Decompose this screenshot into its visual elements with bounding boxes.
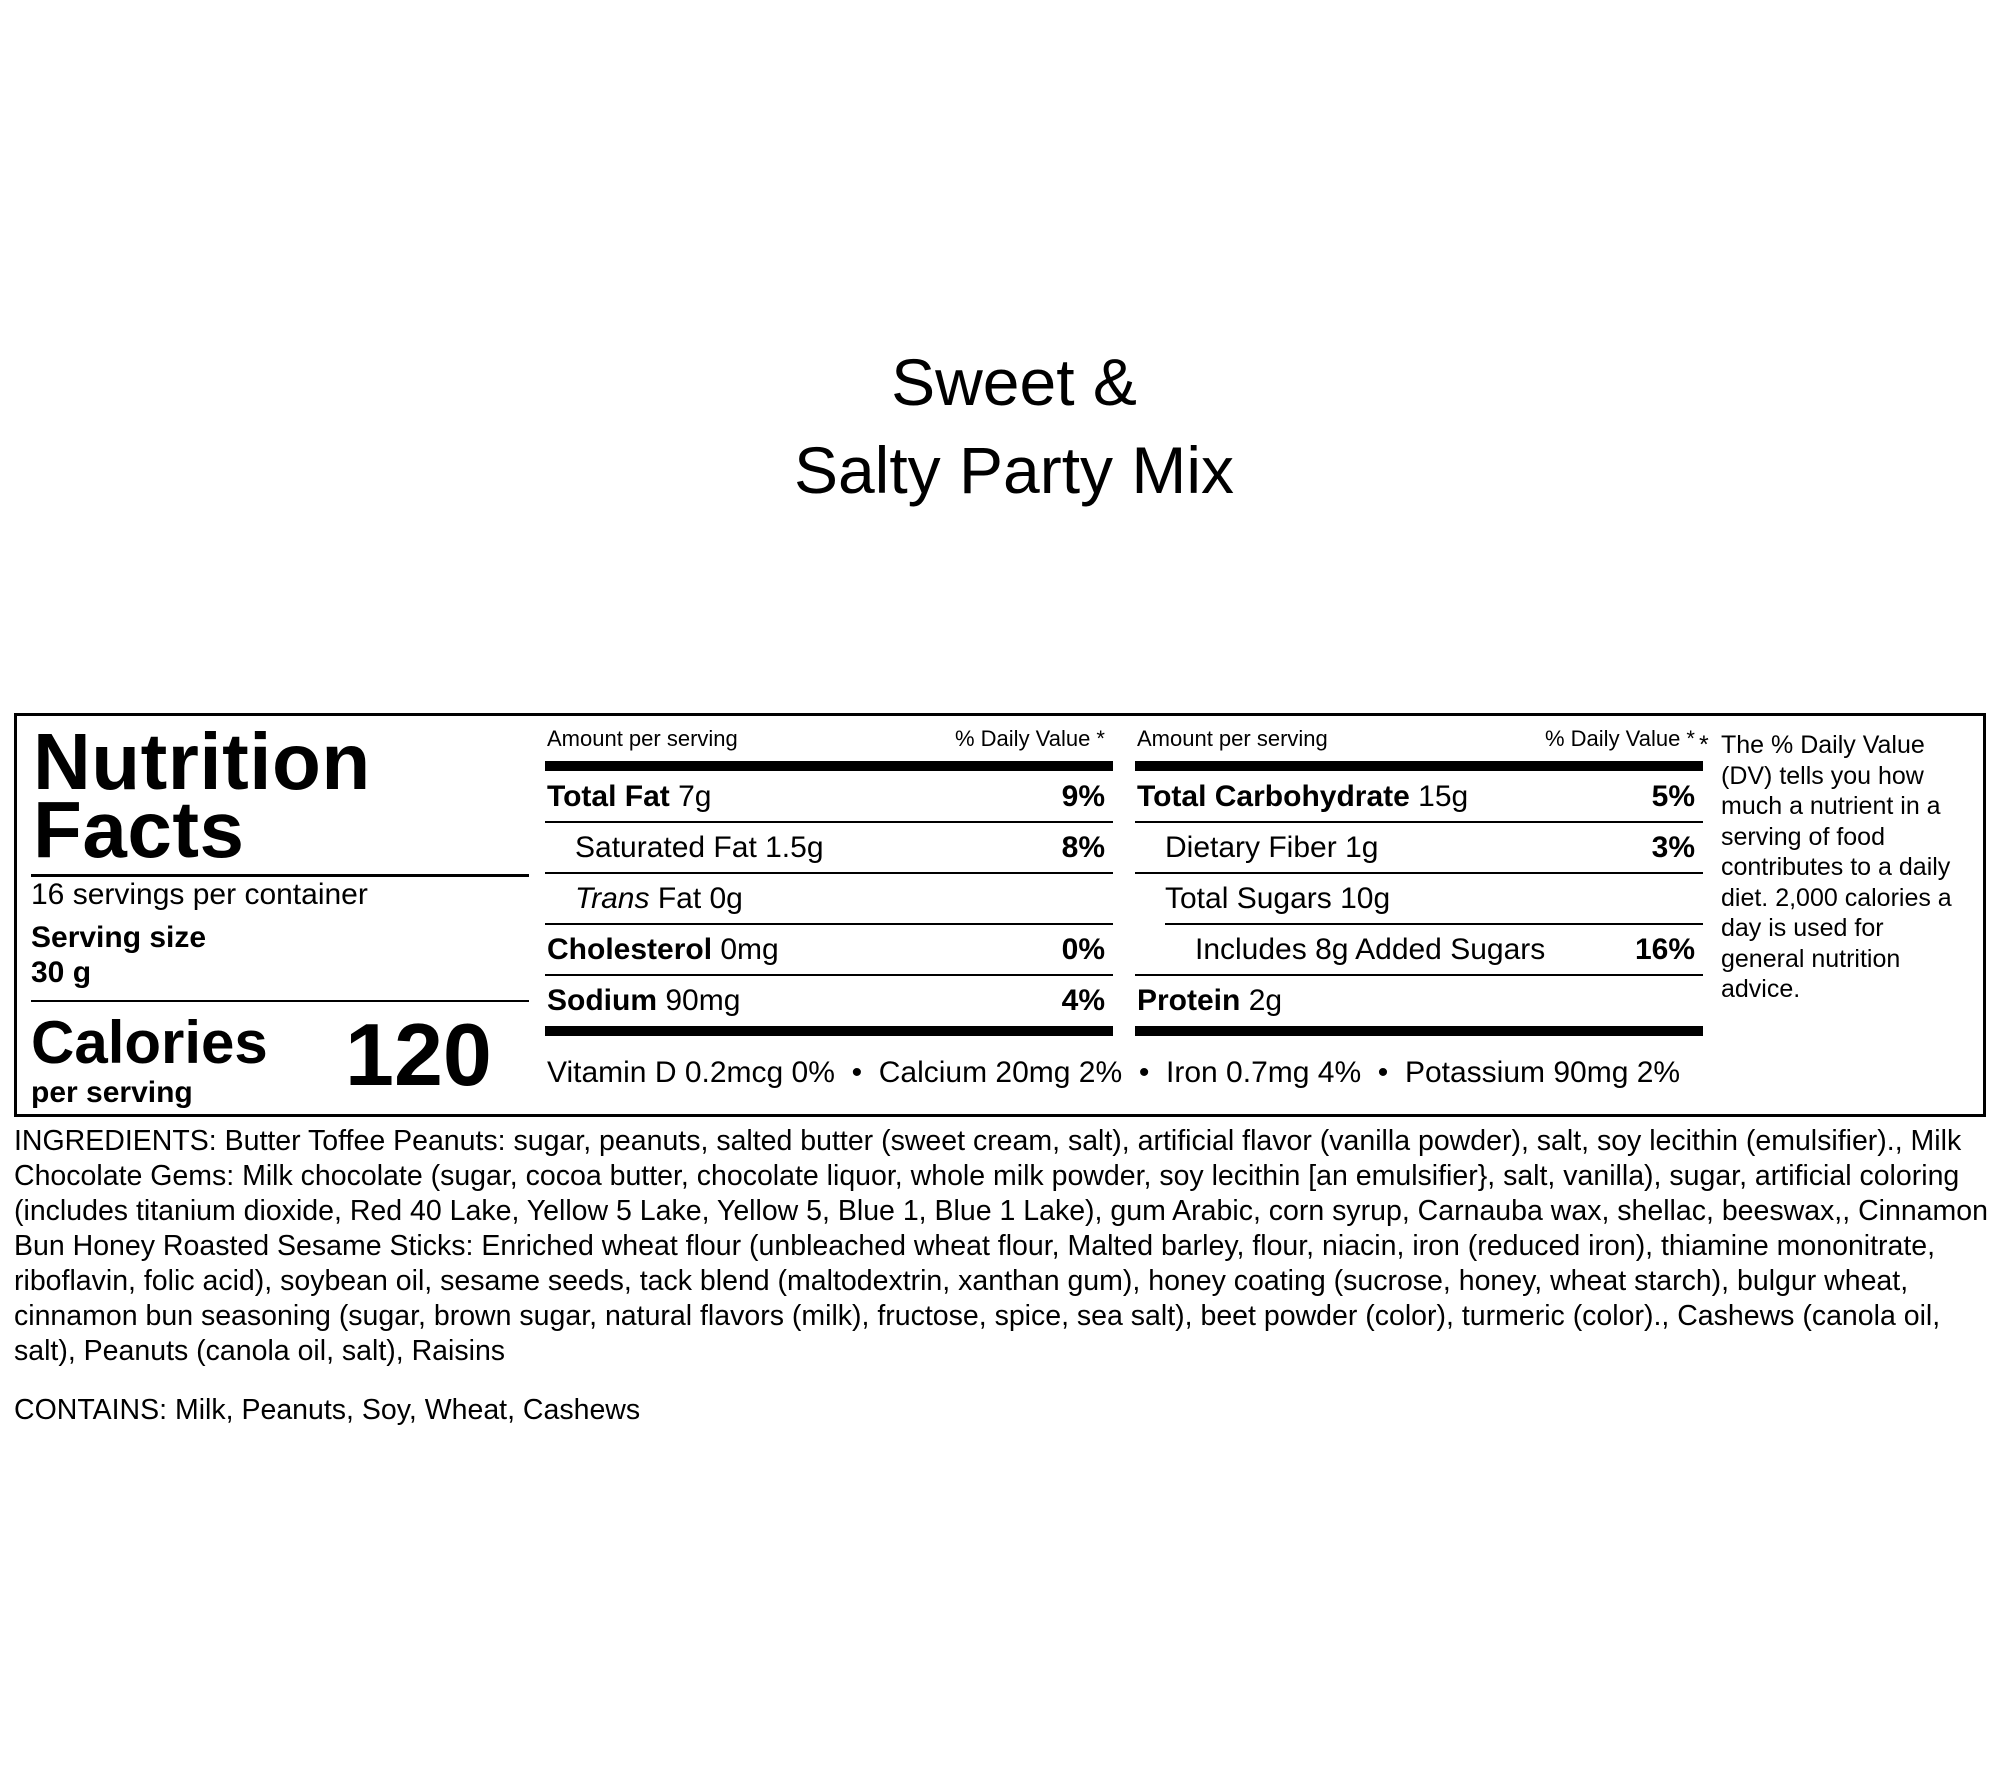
nutrient-name: Protein (1137, 984, 1241, 1017)
nutrient-row-protein (1135, 976, 1703, 1026)
nutrition-facts-label (14, 713, 1986, 1117)
nutrient-amount: Fat 0g (657, 882, 743, 915)
serving-size-value: 30 g (31, 956, 92, 989)
nutrient-dv: 5% (1651, 780, 1695, 813)
product-title-line1: Sweet & (891, 345, 1137, 419)
product-title-line2: Salty Party Mix (793, 433, 1235, 507)
nutrient-row-sodium (545, 976, 1113, 1026)
dv-header: % Daily Value * (955, 726, 1105, 751)
thick-divider (545, 1026, 1113, 1036)
amount-header: Amount per serving (1137, 726, 1328, 751)
heading-line1: Nutrition (33, 717, 371, 806)
thick-divider (545, 761, 1113, 771)
nutrient-name: Total Sugars (1165, 882, 1332, 915)
nutrient-name: Dietary Fiber (1165, 831, 1337, 864)
nutrient-amount: 2g (1248, 984, 1283, 1017)
nutrition-facts-heading (33, 717, 371, 874)
nutrient-name: Includes 8g Added Sugars (1195, 933, 1546, 966)
nutrient-row-added-sugars (1135, 925, 1703, 975)
footnote-text: The % Daily Value (DV) tells you how much a nutrient in a serving of food contributes to a daily diet. 2,000 calories a day is used for general nutrition advice. (1721, 731, 1952, 1003)
nutrient-dv: 4% (1061, 984, 1105, 1017)
nutrient-row-total-carbohydrate (1135, 772, 1703, 822)
nutrient-dv: 9% (1061, 780, 1105, 813)
nutrient-dv: 3% (1651, 831, 1695, 864)
calories-per-serving: per serving (31, 1076, 193, 1109)
nutrient-amount: 0mg (720, 933, 779, 966)
nutrient-name: Sodium (547, 984, 657, 1017)
nutrient-dv: 8% (1061, 831, 1105, 864)
serving-size-label: Serving size (31, 921, 207, 954)
nutrient-name: Trans (575, 882, 650, 915)
allergen-statement: CONTAINS: Milk, Peanuts, Soy, Wheat, Cashews (14, 1394, 641, 1426)
nutrient-amount: 1g (1345, 831, 1379, 864)
nutrient-column-right (1135, 716, 1703, 1036)
calories-value: 120 (345, 1005, 492, 1104)
nutrient-column-left (545, 716, 1113, 1036)
dv-header: % Daily Value * (1545, 726, 1695, 751)
nutrient-row-cholesterol (545, 925, 1113, 975)
nutrient-row-dietary-fiber (1135, 823, 1703, 873)
nutrient-row-trans-fat (545, 874, 1113, 924)
thick-divider (1135, 761, 1703, 771)
nutrient-name: Total Carbohydrate (1137, 780, 1410, 813)
vitamins-minerals: Vitamin D 0.2mcg 0% • Calcium 20mg 2% • Iron 0.7mg 4% • Potassium 90mg 2% (547, 1056, 1681, 1089)
nutrient-row-total-sugars (1135, 874, 1703, 924)
nutrient-dv: 0% (1061, 933, 1105, 966)
nutrient-row-total-fat (545, 772, 1113, 822)
nutrient-dv: 16% (1634, 933, 1695, 966)
nutrient-name: Saturated Fat (575, 831, 757, 864)
divider (31, 874, 529, 877)
nutrient-row-saturated-fat (545, 823, 1113, 873)
calories-label: Calories (31, 1009, 268, 1076)
product-title (0, 338, 2000, 514)
heading-line2: Facts (33, 785, 245, 874)
nutrient-amount: 7g (678, 780, 712, 813)
ingredients-list: INGREDIENTS: Butter Toffee Peanuts: sugar, peanuts, salted butter (sweet cream, salt), artificial flavor (vanilla powder), salt, soy lecithin (emulsifier)., Milk Chocolate Gems: Milk chocolate (sugar, cocoa butter, chocolate liquor, whole milk powder, soy lecithin [an emulsifier}, salt, vanilla), sugar, artificial coloring (includes titanium dioxide, Red 40 Lake, Yellow 5 Lake, Yellow 5, Blue 1, Blue 1 Lake), gum Arabic, corn syrup, Carnauba wax, shellac, beeswax,, Cinnamon Bun Honey Roasted Sesame Sticks: Enriched wheat flour (unbleached wheat flour, Malted barley, flour, niacin, iron (reduced iron), thiamine mononitrate, riboflavin, folic acid), soybean oil, sesame seeds, tack blend (maltodextrin, xanthan gum), honey coating (sucrose, honey, wheat starch), bulgur wheat, cinnamon bun seasoning (sugar, brown sugar, natural flavors (milk), fructose, spice, sea salt), beet powder (color), turmeric (color)., Cashews (canola oil, salt), Peanuts (canola oil, salt), Raisins (14, 1125, 1988, 1367)
amount-header: Amount per serving (547, 726, 738, 751)
nutrient-name: Total Fat (547, 780, 670, 813)
servings-per-container: 16 servings per container (31, 878, 368, 911)
nutrient-name: Cholesterol (547, 933, 713, 966)
nutrient-amount: 15g (1418, 780, 1469, 813)
footnote-asterisk: * (1699, 731, 1709, 759)
divider (31, 1000, 529, 1002)
thick-divider (1135, 1026, 1703, 1036)
daily-value-footnote (1699, 730, 1971, 1005)
nutrient-amount: 90mg (665, 984, 741, 1017)
nutrient-amount: 1.5g (765, 831, 824, 864)
nutrient-amount: 10g (1340, 882, 1391, 915)
